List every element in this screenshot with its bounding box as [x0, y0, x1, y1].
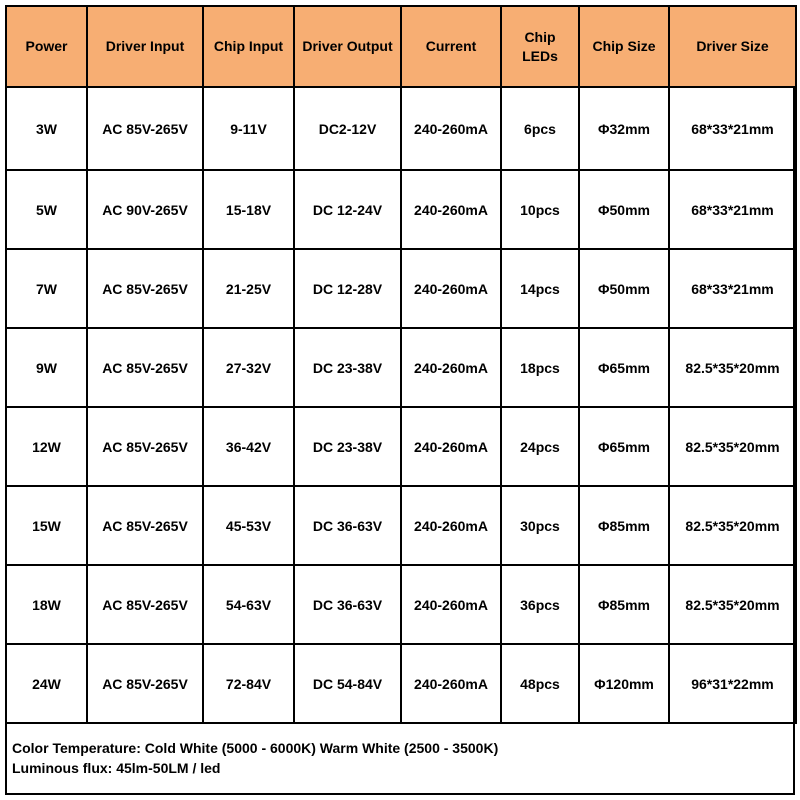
- table-cell-chip-input: 36-42V: [203, 407, 294, 486]
- table-cell-driver-output: DC 23-38V: [294, 328, 401, 407]
- table-cell-chip-leds: 14pcs: [501, 249, 579, 328]
- table-cell-driver-input: AC 85V-265V: [87, 407, 203, 486]
- table-cell-chip-input: 15-18V: [203, 170, 294, 249]
- table-cell-chip-input: 54-63V: [203, 565, 294, 644]
- column-header-driver-input: Driver Input: [87, 6, 203, 87]
- table-cell-current: 240-260mA: [401, 249, 501, 328]
- table-cell-chip-size: Φ85mm: [579, 486, 669, 565]
- table-cell-chip-input: 21-25V: [203, 249, 294, 328]
- table-row: [6, 170, 796, 249]
- table-cell-power: 18W: [6, 565, 87, 644]
- table-cell-power: 9W: [6, 328, 87, 407]
- table-cell-chip-leds: 24pcs: [501, 407, 579, 486]
- table-cell-chip-leds: 10pcs: [501, 170, 579, 249]
- table-body: [6, 87, 796, 723]
- table-row: [6, 87, 796, 170]
- table-cell-driver-input: AC 85V-265V: [87, 328, 203, 407]
- table-cell-chip-input: 9-11V: [203, 87, 294, 170]
- table-cell-chip-size: Φ65mm: [579, 407, 669, 486]
- table-cell-current: 240-260mA: [401, 644, 501, 723]
- table-cell-chip-input: 27-32V: [203, 328, 294, 407]
- table-cell-driver-output: DC 23-38V: [294, 407, 401, 486]
- table-cell-chip-leds: 6pcs: [501, 87, 579, 170]
- table-row: [6, 644, 796, 723]
- led-driver-spec-table: [5, 5, 797, 724]
- table-cell-driver-size: 68*33*21mm: [669, 87, 796, 170]
- table-cell-current: 240-260mA: [401, 170, 501, 249]
- table-cell-power: 15W: [6, 486, 87, 565]
- luminous-flux-note: Luminous flux: 45lm-50LM / led: [12, 760, 221, 776]
- column-header-chip-input: Chip Input: [203, 6, 294, 87]
- table-row: [6, 565, 796, 644]
- table-cell-chip-size: Φ50mm: [579, 170, 669, 249]
- table-cell-driver-size: 96*31*22mm: [669, 644, 796, 723]
- table-cell-driver-output: DC2-12V: [294, 87, 401, 170]
- column-header-driver-output: Driver Output: [294, 6, 401, 87]
- table-row: [6, 486, 796, 565]
- table-cell-chip-leds: 48pcs: [501, 644, 579, 723]
- table-cell-chip-leds: 36pcs: [501, 565, 579, 644]
- table-cell-driver-size: 68*33*21mm: [669, 170, 796, 249]
- table-cell-chip-size: Φ32mm: [579, 87, 669, 170]
- table-cell-driver-input: AC 85V-265V: [87, 249, 203, 328]
- table-cell-chip-size: Φ65mm: [579, 328, 669, 407]
- column-header-chip-size: Chip Size: [579, 6, 669, 87]
- table-row: [6, 407, 796, 486]
- table-cell-current: 240-260mA: [401, 407, 501, 486]
- table-header-row: [6, 6, 796, 87]
- table-cell-driver-input: AC 85V-265V: [87, 644, 203, 723]
- table-cell-chip-size: Φ120mm: [579, 644, 669, 723]
- table-cell-driver-input: AC 90V-265V: [87, 170, 203, 249]
- table-cell-driver-size: 82.5*35*20mm: [669, 407, 796, 486]
- table-cell-driver-input: AC 85V-265V: [87, 87, 203, 170]
- table-cell-chip-input: 45-53V: [203, 486, 294, 565]
- table-cell-driver-size: 68*33*21mm: [669, 249, 796, 328]
- table-cell-driver-input: AC 85V-265V: [87, 486, 203, 565]
- table-cell-driver-output: DC 12-24V: [294, 170, 401, 249]
- table-cell-power: 3W: [6, 87, 87, 170]
- table-cell-driver-output: DC 12-28V: [294, 249, 401, 328]
- color-temperature-note: Color Temperature: Cold White (5000 - 6000K) Warm White (2500 - 3500K): [12, 740, 499, 756]
- table-cell-driver-output: DC 36-63V: [294, 565, 401, 644]
- table-cell-driver-output: DC 36-63V: [294, 486, 401, 565]
- table-row: [6, 328, 796, 407]
- column-header-driver-size: Driver Size: [669, 6, 796, 87]
- table-cell-driver-output: DC 54-84V: [294, 644, 401, 723]
- table-cell-chip-size: Φ50mm: [579, 249, 669, 328]
- table-cell-power: 24W: [6, 644, 87, 723]
- table-cell-chip-input: 72-84V: [203, 644, 294, 723]
- table-cell-driver-input: AC 85V-265V: [87, 565, 203, 644]
- table-cell-driver-size: 82.5*35*20mm: [669, 328, 796, 407]
- column-header-current: Current: [401, 6, 501, 87]
- table-cell-current: 240-260mA: [401, 565, 501, 644]
- table-cell-driver-size: 82.5*35*20mm: [669, 565, 796, 644]
- table-cell-power: 5W: [6, 170, 87, 249]
- table-cell-current: 240-260mA: [401, 87, 501, 170]
- table-cell-current: 240-260mA: [401, 486, 501, 565]
- spec-notes: [12, 738, 498, 778]
- table-cell-driver-size: 82.5*35*20mm: [669, 486, 796, 565]
- column-header-power: Power: [6, 6, 87, 87]
- table-cell-chip-size: Φ85mm: [579, 565, 669, 644]
- table-cell-chip-leds: 30pcs: [501, 486, 579, 565]
- table-cell-power: 7W: [6, 249, 87, 328]
- column-header-chip-leds: Chip LEDs: [501, 6, 579, 87]
- table-row: [6, 249, 796, 328]
- table-cell-current: 240-260mA: [401, 328, 501, 407]
- table-cell-power: 12W: [6, 407, 87, 486]
- table-cell-chip-leds: 18pcs: [501, 328, 579, 407]
